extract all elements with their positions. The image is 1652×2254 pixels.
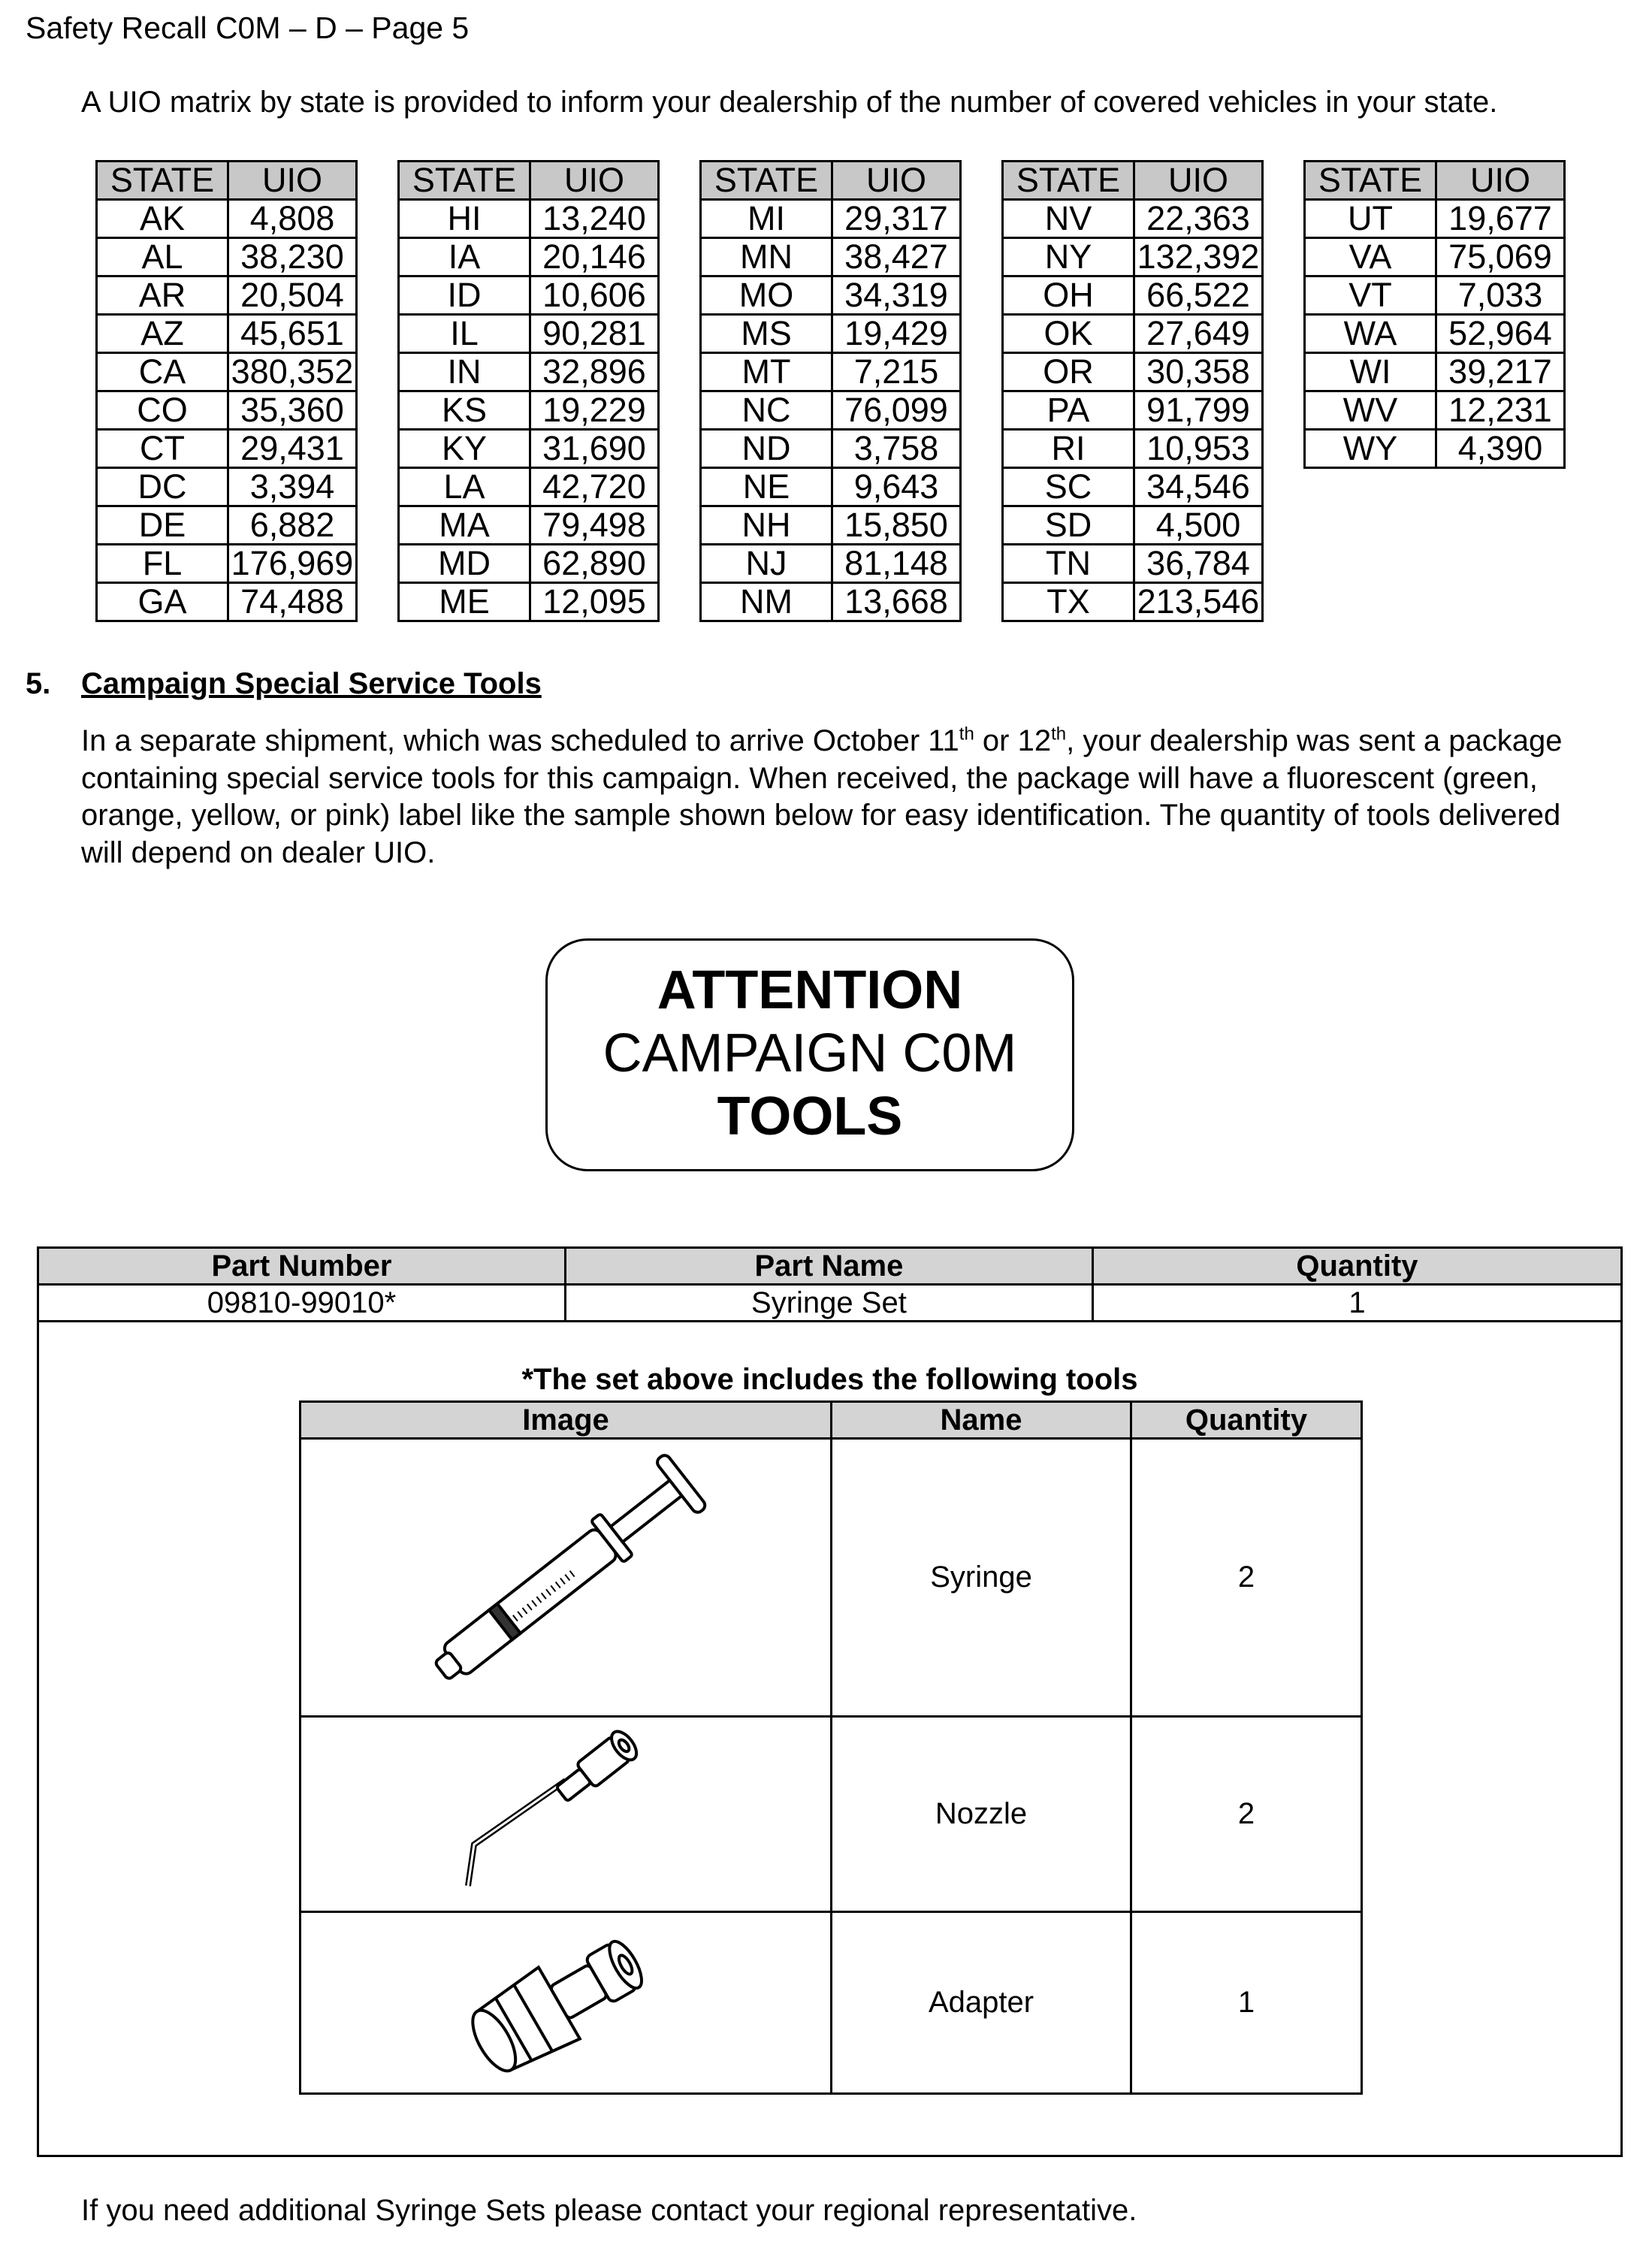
table-row (97, 353, 357, 391)
header-uio: UIO (1436, 162, 1565, 200)
attention-label (545, 938, 1074, 1171)
state-code: ME (399, 583, 530, 621)
header-part-number: Part Number (38, 1248, 566, 1285)
state-code: MD (399, 545, 530, 583)
uio-count: 19,677 (1436, 200, 1565, 238)
state-code: GA (97, 583, 228, 621)
table-row (1305, 200, 1565, 238)
table-row (1003, 315, 1263, 353)
table-row (1305, 315, 1565, 353)
table-row (701, 391, 961, 430)
table-row (399, 353, 659, 391)
table-row (1003, 583, 1263, 621)
uio-count: 30,358 (1134, 353, 1263, 391)
table-row (399, 276, 659, 315)
state-code: DE (97, 506, 228, 545)
uio-count: 12,095 (530, 583, 659, 621)
table-row (301, 1912, 1362, 2094)
uio-count: 176,969 (228, 545, 357, 583)
uio-table (699, 160, 962, 622)
table-row (1003, 276, 1263, 315)
state-code: MT (701, 353, 832, 391)
header-uio: UIO (530, 162, 659, 200)
uio-count: 81,148 (832, 545, 961, 583)
table-row (399, 468, 659, 506)
state-code: WY (1305, 430, 1436, 468)
state-code: TN (1003, 545, 1134, 583)
table-row (399, 545, 659, 583)
state-code: DC (97, 468, 228, 506)
table-row (701, 468, 961, 506)
uio-count: 38,427 (832, 238, 961, 276)
uio-count: 29,431 (228, 430, 357, 468)
state-code: SD (1003, 506, 1134, 545)
state-code: HI (399, 200, 530, 238)
uio-count: 76,099 (832, 391, 961, 430)
state-code: MO (701, 276, 832, 315)
state-code: OK (1003, 315, 1134, 353)
table-row (701, 200, 961, 238)
uio-count: 7,033 (1436, 276, 1565, 315)
uio-count: 15,850 (832, 506, 961, 545)
tool-quantity: 2 (1131, 1717, 1362, 1912)
state-code: MA (399, 506, 530, 545)
state-code: NJ (701, 545, 832, 583)
uio-count: 36,784 (1134, 545, 1263, 583)
uio-count: 79,498 (530, 506, 659, 545)
state-code: NY (1003, 238, 1134, 276)
uio-count: 3,394 (228, 468, 357, 506)
state-code: RI (1003, 430, 1134, 468)
state-code: WI (1305, 353, 1436, 391)
table-row (701, 430, 961, 468)
state-code: NC (701, 391, 832, 430)
parts-table (37, 1246, 1623, 1322)
header-uio: UIO (1134, 162, 1263, 200)
uio-count: 29,317 (832, 200, 961, 238)
state-code: FL (97, 545, 228, 583)
table-row (97, 430, 357, 468)
superscript: th (959, 724, 974, 745)
uio-count: 34,319 (832, 276, 961, 315)
uio-count: 20,504 (228, 276, 357, 315)
state-code: IL (399, 315, 530, 353)
table-row (1003, 200, 1263, 238)
state-code: TX (1003, 583, 1134, 621)
table-row (97, 200, 357, 238)
state-code: UT (1305, 200, 1436, 238)
table-row (1003, 468, 1263, 506)
table-row (399, 200, 659, 238)
table-row (701, 353, 961, 391)
uio-count: 12,231 (1436, 391, 1565, 430)
para-part: or 12 (974, 724, 1052, 757)
uio-count: 35,360 (228, 391, 357, 430)
table-row (399, 391, 659, 430)
state-code: LA (399, 468, 530, 506)
uio-count: 22,363 (1134, 200, 1263, 238)
label-line-1: ATTENTION (657, 960, 963, 1020)
table-row (399, 238, 659, 276)
syringe-icon (301, 1439, 832, 1717)
superscript: th (1051, 724, 1067, 745)
uio-count: 45,651 (228, 315, 357, 353)
uio-count: 31,690 (530, 430, 659, 468)
header-quantity: Quantity (1092, 1248, 1621, 1285)
table-row (1305, 238, 1565, 276)
uio-count: 27,649 (1134, 315, 1263, 353)
adapter-icon (301, 1912, 832, 2094)
state-code: WA (1305, 315, 1436, 353)
tool-quantity: 2 (1131, 1439, 1362, 1717)
table-row (399, 583, 659, 621)
state-code: AK (97, 200, 228, 238)
state-code: AR (97, 276, 228, 315)
section-paragraph (81, 723, 1606, 872)
tools-header-row (301, 1402, 1362, 1439)
state-code: AZ (97, 315, 228, 353)
state-code: MN (701, 238, 832, 276)
uio-count: 132,392 (1134, 238, 1263, 276)
table-row (301, 1439, 1362, 1717)
header-image: Image (301, 1402, 832, 1439)
header-state: STATE (1003, 162, 1134, 200)
uio-count: 380,352 (228, 353, 357, 391)
state-code: IA (399, 238, 530, 276)
uio-count: 13,240 (530, 200, 659, 238)
tools-caption: *The set above includes the following tools (521, 1363, 1138, 1396)
uio-count: 4,390 (1436, 430, 1565, 468)
uio-count: 13,668 (832, 583, 961, 621)
state-code: ID (399, 276, 530, 315)
table-row (701, 238, 961, 276)
header-state: STATE (399, 162, 530, 200)
table-row (97, 506, 357, 545)
state-code: VT (1305, 276, 1436, 315)
state-code: AL (97, 238, 228, 276)
state-code: CO (97, 391, 228, 430)
header-state: STATE (97, 162, 228, 200)
uio-count: 75,069 (1436, 238, 1565, 276)
uio-count: 42,720 (530, 468, 659, 506)
table-row (1003, 353, 1263, 391)
uio-count: 213,546 (1134, 583, 1263, 621)
uio-count: 34,546 (1134, 468, 1263, 506)
uio-count: 66,522 (1134, 276, 1263, 315)
table-row (97, 315, 357, 353)
header-uio: UIO (832, 162, 961, 200)
header-name: Name (832, 1402, 1131, 1439)
uio-count: 9,643 (832, 468, 961, 506)
state-code: IN (399, 353, 530, 391)
state-code: OR (1003, 353, 1134, 391)
page-header: Safety Recall C0M – D – Page 5 (26, 11, 470, 45)
uio-header-row (1003, 162, 1263, 200)
state-code: OH (1003, 276, 1134, 315)
tool-quantity: 1 (1131, 1912, 1362, 2094)
uio-header-row (97, 162, 357, 200)
header-part-name: Part Name (565, 1248, 1092, 1285)
uio-header-row (1305, 162, 1565, 200)
table-row (701, 315, 961, 353)
table-row (1003, 430, 1263, 468)
uio-count: 4,500 (1134, 506, 1263, 545)
uio-count: 4,808 (228, 200, 357, 238)
uio-count: 52,964 (1436, 315, 1565, 353)
footer-note: If you need additional Syringe Sets please contact your regional representative. (81, 2194, 1137, 2227)
nozzle-icon (301, 1717, 832, 1912)
state-code: NV (1003, 200, 1134, 238)
state-code: MI (701, 200, 832, 238)
table-row (399, 430, 659, 468)
table-row (1305, 276, 1565, 315)
table-row (97, 545, 357, 583)
uio-count: 90,281 (530, 315, 659, 353)
uio-count: 7,215 (832, 353, 961, 391)
header-uio: UIO (228, 162, 357, 200)
table-row (1003, 238, 1263, 276)
state-code: VA (1305, 238, 1436, 276)
uio-count: 39,217 (1436, 353, 1565, 391)
uio-count: 32,896 (530, 353, 659, 391)
part-name: Syringe Set (565, 1285, 1092, 1322)
table-row (97, 238, 357, 276)
uio-count: 19,429 (832, 315, 961, 353)
uio-count: 10,953 (1134, 430, 1263, 468)
intro-text: A UIO matrix by state is provided to inform your dealership of the number of covered vehicles in your state. (81, 86, 1498, 119)
tools-table (299, 1400, 1363, 2095)
table-row (97, 391, 357, 430)
table-row (701, 276, 961, 315)
state-code: NM (701, 583, 832, 621)
table-row (701, 506, 961, 545)
uio-count: 91,799 (1134, 391, 1263, 430)
table-row (1305, 353, 1565, 391)
uio-count: 38,230 (228, 238, 357, 276)
section-number: 5. (26, 667, 51, 700)
uio-count: 10,606 (530, 276, 659, 315)
table-row (1003, 545, 1263, 583)
tool-name: Adapter (832, 1912, 1131, 2094)
table-row (1003, 391, 1263, 430)
header-quantity: Quantity (1131, 1402, 1362, 1439)
state-code: KS (399, 391, 530, 430)
state-code: ND (701, 430, 832, 468)
uio-count: 3,758 (832, 430, 961, 468)
state-code: PA (1003, 391, 1134, 430)
state-code: CT (97, 430, 228, 468)
table-row (1003, 506, 1263, 545)
tool-name: Syringe (832, 1439, 1131, 1717)
uio-count: 62,890 (530, 545, 659, 583)
para-part: In a separate shipment, which was scheduled to arrive October 11 (81, 724, 959, 757)
table-row (1305, 430, 1565, 468)
table-row (399, 506, 659, 545)
uio-count: 19,229 (530, 391, 659, 430)
uio-table (1001, 160, 1264, 622)
state-code: KY (399, 430, 530, 468)
header-state: STATE (701, 162, 832, 200)
uio-count: 6,882 (228, 506, 357, 545)
uio-count: 20,146 (530, 238, 659, 276)
state-code: SC (1003, 468, 1134, 506)
parts-header-row (38, 1248, 1622, 1285)
uio-table (1303, 160, 1566, 469)
table-row (97, 276, 357, 315)
state-code: MS (701, 315, 832, 353)
table-row (301, 1717, 1362, 1912)
uio-table (95, 160, 358, 622)
uio-header-row (399, 162, 659, 200)
tool-name: Nozzle (832, 1717, 1131, 1912)
part-quantity: 1 (1092, 1285, 1621, 1322)
table-row (1305, 391, 1565, 430)
part-number: 09810-99010* (38, 1285, 566, 1322)
state-code: CA (97, 353, 228, 391)
label-line-2: CAMPAIGN C0M (603, 1023, 1017, 1083)
table-row (701, 545, 961, 583)
section-title: Campaign Special Service Tools (81, 667, 542, 700)
table-row (97, 583, 357, 621)
label-line-3: TOOLS (717, 1086, 903, 1147)
state-code: NH (701, 506, 832, 545)
uio-table (397, 160, 660, 622)
para-part: , your dealership was sent a package containing special service tools for this campaign. When received, the package will have a fluorescent (green, orange, yellow, or pink) label like the sample shown below for easy identification. The quantity of tools delivered will depend on dealer UIO. (81, 724, 1563, 869)
state-code: NE (701, 468, 832, 506)
state-code: WV (1305, 391, 1436, 430)
uio-count: 74,488 (228, 583, 357, 621)
table-row (97, 468, 357, 506)
uio-header-row (701, 162, 961, 200)
header-state: STATE (1305, 162, 1436, 200)
table-row (38, 1285, 1622, 1322)
table-row (399, 315, 659, 353)
table-row (701, 583, 961, 621)
